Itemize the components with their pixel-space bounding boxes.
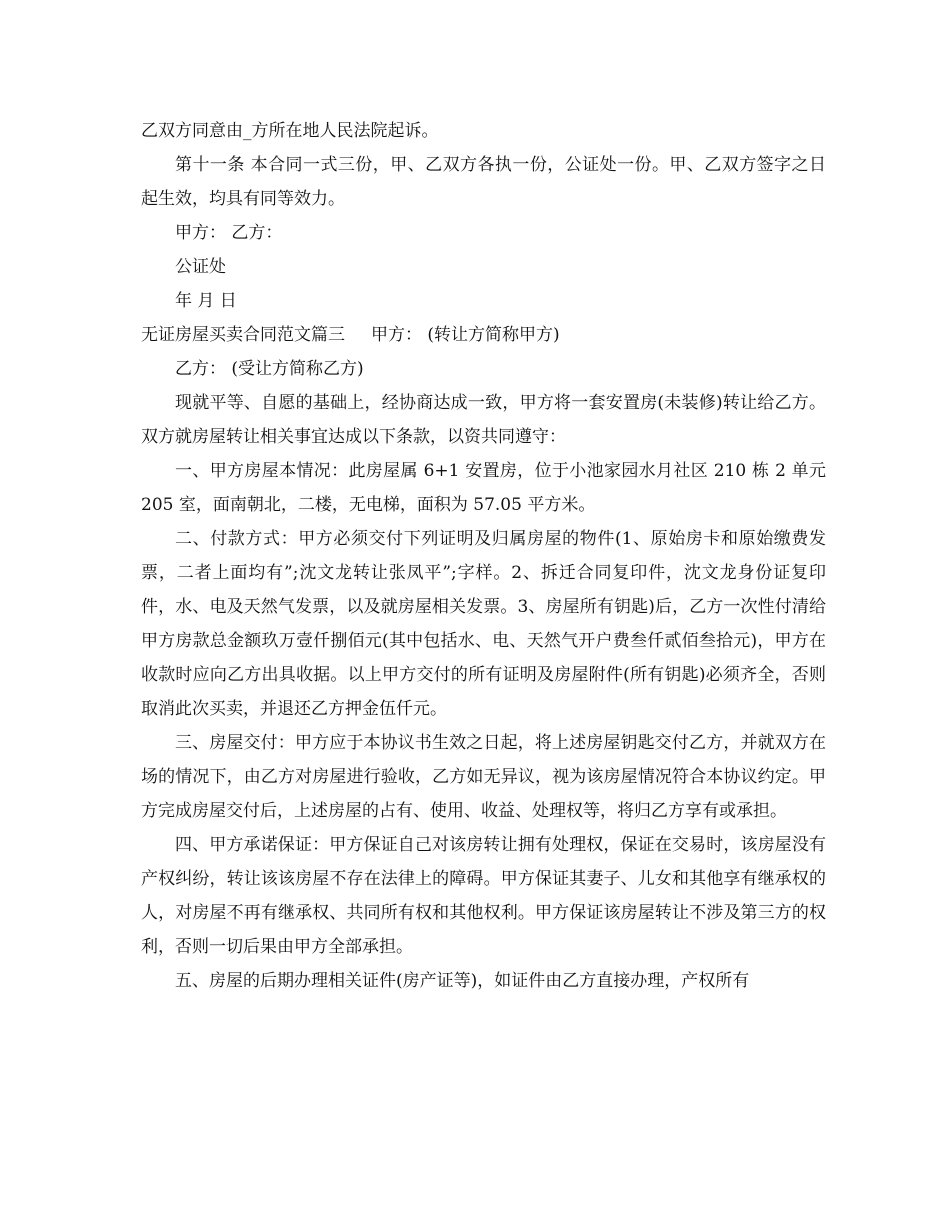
paragraph-clause-five-certificates: 五、房屋的后期办理相关证件(房产证等)，如证件由乙方直接办理，产权所有 bbox=[175, 971, 750, 991]
paragraph-lawsuit-clause: 乙双方同意由_方所在地人民法院起诉。 bbox=[141, 121, 439, 141]
section-heading-line bbox=[141, 318, 826, 352]
paragraph-clause-four-warranty: 四、甲方承诺保证：甲方保证自己对该房转让拥有处理权，保证在交易时，该房屋没有产权纠纷，转让该该房屋不存在法律上的障碍。甲方保证其妻子、儿女和其他享有继承权的人，对房屋不再有继承权、共同所有权和其他权利。甲方保证该房屋转让不涉及第三方的权利，否则一切后果由甲方全部承担。 bbox=[141, 835, 826, 957]
paragraph-clause-one-property: 一、甲方房屋本情况：此房屋属 6+1 安置房，位于小池家园水月社区 210 栋 2 单元 205 室，面南朝北，二楼，无电梯，面积为 57.05 平方米。 bbox=[141, 461, 826, 515]
party-a-definition: 甲方： (转让方简称甲方) bbox=[371, 325, 560, 345]
paragraph-article-eleven: 第十一条 本合同一式三份，甲、乙双方各执一份，公证处一份。甲、乙双方签字之日起生效，均具有同等效力。 bbox=[141, 155, 826, 209]
paragraph-signature-parties: 甲方： 乙方： bbox=[175, 223, 283, 243]
paragraph-preamble: 现就平等、自愿的基础上，经协商达成一致，甲方将一套安置房(未装修)转让给乙方。双方就房屋转让相关事宜达成以下条款，以资共同遵守： bbox=[141, 393, 826, 447]
document-body bbox=[141, 114, 826, 998]
section-title: 无证房屋买卖合同范文篇三 bbox=[141, 325, 345, 345]
paragraph-clause-two-payment: 二、付款方式：甲方必须交付下列证明及归属房屋的物件(1、原始房卡和原始缴费发票，二者上面均有”;沈文龙转让张凤平”;字样。2、拆迁合同复印件，沈文龙身份证复印件，水、电及天然气发票，以及就房屋相关发票。3、房屋所有钥匙)后，乙方一次性付清给甲方房款总金额玖万壹仟捌佰元(其中包括水、电、天然气开户费叁仟贰佰叁拾元)，甲方在收款时应向乙方出具收据。以上甲方交付的所有证明及房屋附件(所有钥匙)必须齐全，否则取消此次买卖，并退还乙方押金伍仟元。 bbox=[141, 529, 826, 719]
paragraph-party-b-definition: 乙方： (受让方简称乙方) bbox=[175, 359, 364, 379]
paragraph-date-line: 年 月 日 bbox=[175, 291, 237, 311]
paragraph-notary-office: 公证处 bbox=[175, 257, 226, 277]
paragraph-clause-three-delivery: 三、房屋交付：甲方应于本协议书生效之日起，将上述房屋钥匙交付乙方，并就双方在场的情况下，由乙方对房屋进行验收，乙方如无异议，视为该房屋情况符合本协议约定。甲方完成房屋交付后，上述房屋的占有、使用、收益、处理权等，将归乙方享有或承担。 bbox=[141, 733, 826, 821]
